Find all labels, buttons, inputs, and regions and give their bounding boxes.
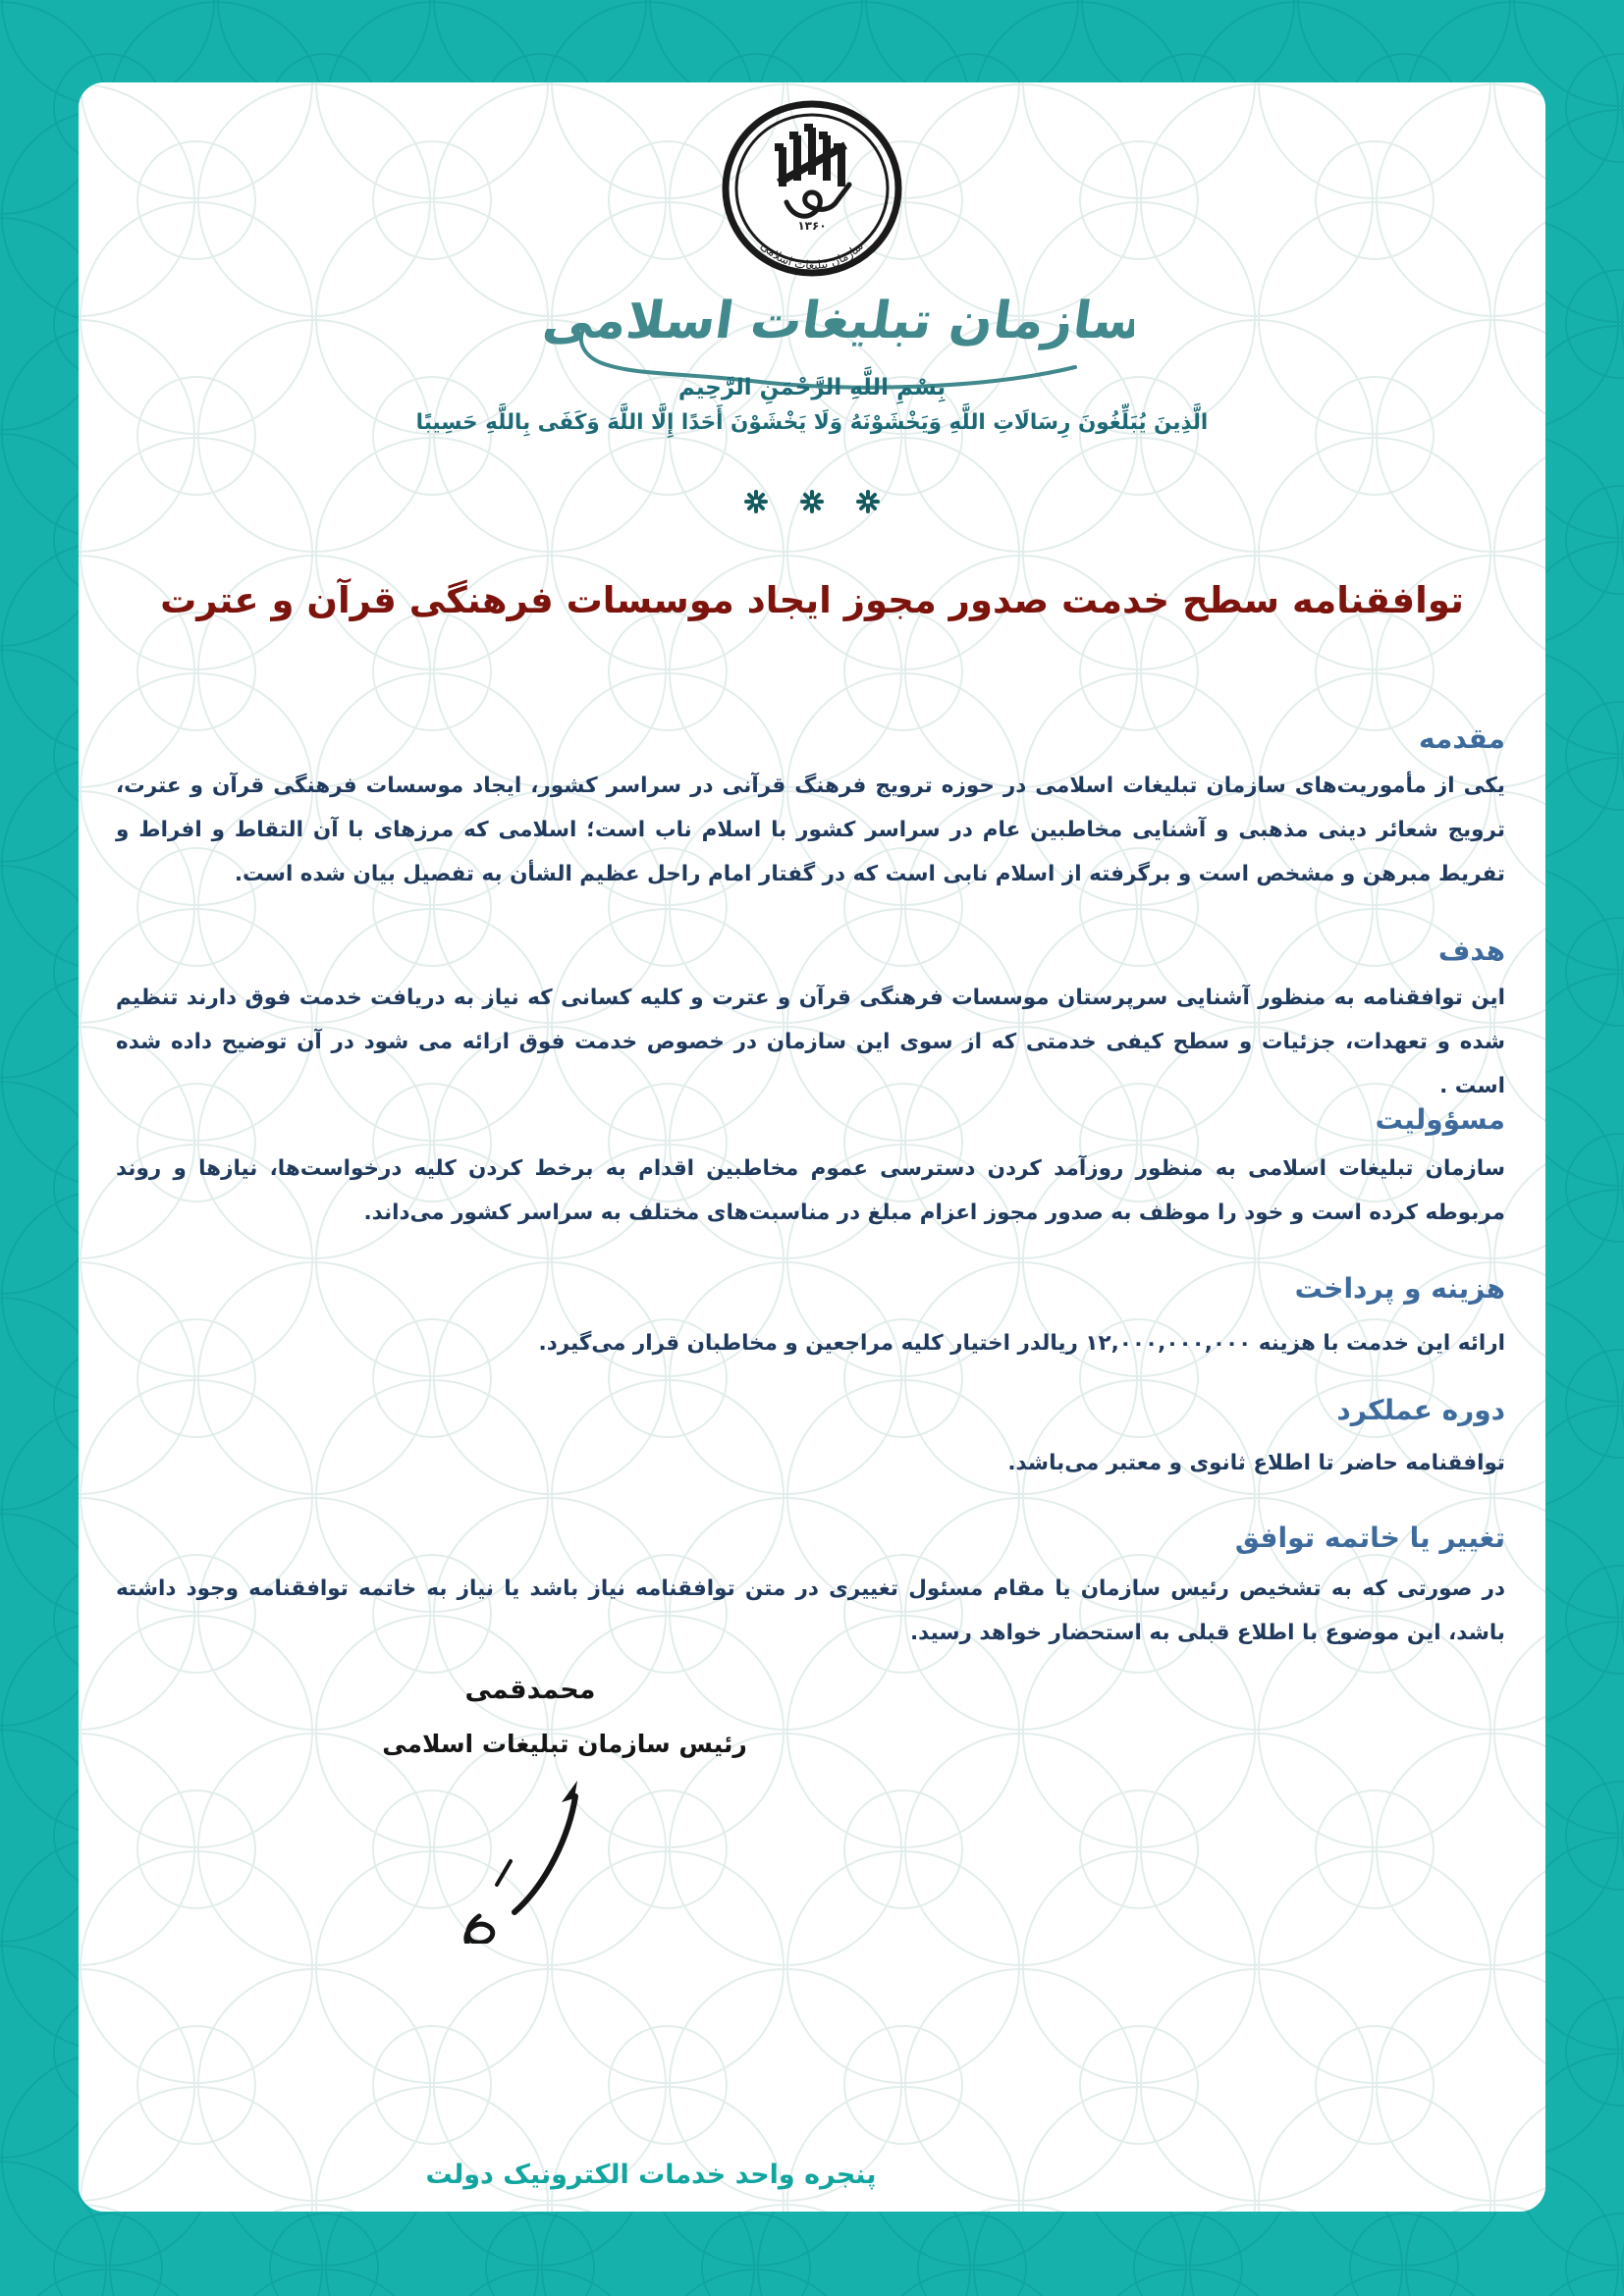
signatory-title: رئیس سازمان تبلیغات اسلامی xyxy=(382,1730,747,1758)
section-body-dore: توافقنامه حاضر تا اطلاع ثانوی و معتبر می‌باشد. xyxy=(1007,1451,1505,1475)
ornament-divider xyxy=(79,489,1545,514)
section-heading-hadaf: هدف xyxy=(1437,934,1505,967)
section-body-moghadame: یکی از مأموریت‌های سازمان تبلیغات اسلامی در حوزه ترویج فرهنگ قرآنی در سراسر کشور، ایجاد موسسات فرهنگی قرآن و عترت، ترویج شعائر دینی مذهبی و آشنایی مخاطبین عام در سراسر کشور با اسلام ناب است؛ اسلامی که مرزهای با آن التقاط و افراط و تفریط مبرهن و مشخص است و برگرفته از اسلام نابی است که در گفتار امام راحل عظیم الشأن به تفصیل بیان شده است. xyxy=(116,774,1505,886)
section-heading-dore: دوره عملکرد xyxy=(1336,1394,1505,1426)
logo-ring-text: سازمان تبلیغات اسلامی xyxy=(757,239,867,273)
bismillah-text: بِسْمِ اللَّهِ الرَّحْمَنِ الرَّحِيم xyxy=(677,375,947,400)
signature-scribble xyxy=(452,1777,648,1944)
section-body-hadaf: این توافقنامه به منظور آشنایی سرپرستان موسسات فرهنگی قرآن و عترت و کلیه کسانی که نیاز به دریافت خدمت فوق دارند تنظیم شده و تعهدات، جزئیات و سطح کیفی خدمتی که از سوی این سازمان در خصوص خدمت فوق ارائه می شود در آن توضیح داده شده است . xyxy=(116,986,1505,1098)
section-heading-taghir: تغییر یا خاتمه توافق xyxy=(1234,1522,1505,1554)
section-body-hazine: ارائه این خدمت با هزینه ۱۲,۰۰۰,۰۰۰,۰۰۰ ریالدر اختیار کلیه مراجعین و مخاطبان قرار می‌گیرد. xyxy=(538,1331,1505,1356)
paper xyxy=(79,82,1545,2212)
section-heading-masouliat: مسؤولیت xyxy=(1375,1103,1505,1136)
section-heading-moghadame: مقدمه xyxy=(1419,722,1505,755)
org-name-calligraphy-text: سازمان تبلیغات اسلامی xyxy=(539,292,1134,350)
document-title: توافقنامه سطح خدمت صدور مجوز ایجاد موسسات فرهنگی قرآن و عترت xyxy=(160,579,1464,621)
section-heading-hazine: هزینه و پرداخت xyxy=(1294,1272,1505,1305)
org-emblem-icon xyxy=(714,100,910,282)
section-body-masouliat: سازمان تبلیغات اسلامی به منظور روزآمد کردن دسترسی عموم مخاطبین اقدام به برخط کردن کلیه درخواست‌ها، نیازها و روند مربوطه کرده است و خود را موظف به صدور مجوز اعزام مبلغ در مناسبت‌های مختلف به سراسر کشور می‌داند. xyxy=(116,1156,1505,1225)
signatory-name: محمدقمی xyxy=(464,1675,596,1705)
handwritten-signature-icon xyxy=(452,1777,648,1944)
flower-ornament-icon xyxy=(743,489,769,514)
footer-text: پنجره واحد خدمات الکترونیک دولت xyxy=(425,2160,877,2190)
quran-verse: الَّذِينَ يُبَلِّغُونَ رِسَالَاتِ اللَّهِ وَيَخْشَوْنَهُ وَلَا يَخْشَوْنَ أَحَدًا إِلَّا اللَّهَ وَكَفَى بِاللَّهِ حَسِيبًا xyxy=(415,410,1209,435)
flower-ornament-icon xyxy=(799,489,825,514)
section-body-taghir: در صورتی که به تشخیص رئیس سازمان یا مقام مسئول تغییری در متن توافقنامه نیاز باشد یا نیاز به خاتمه توافقنامه وجود داشته باشد، این موضوع با اطلاع قبلی به استحضار خواهد رسید. xyxy=(116,1576,1505,1645)
logo-year: ۱۳۶۰ xyxy=(797,219,827,233)
org-logo xyxy=(714,100,910,282)
document-content xyxy=(79,82,1545,2212)
flower-ornament-icon xyxy=(855,489,881,514)
